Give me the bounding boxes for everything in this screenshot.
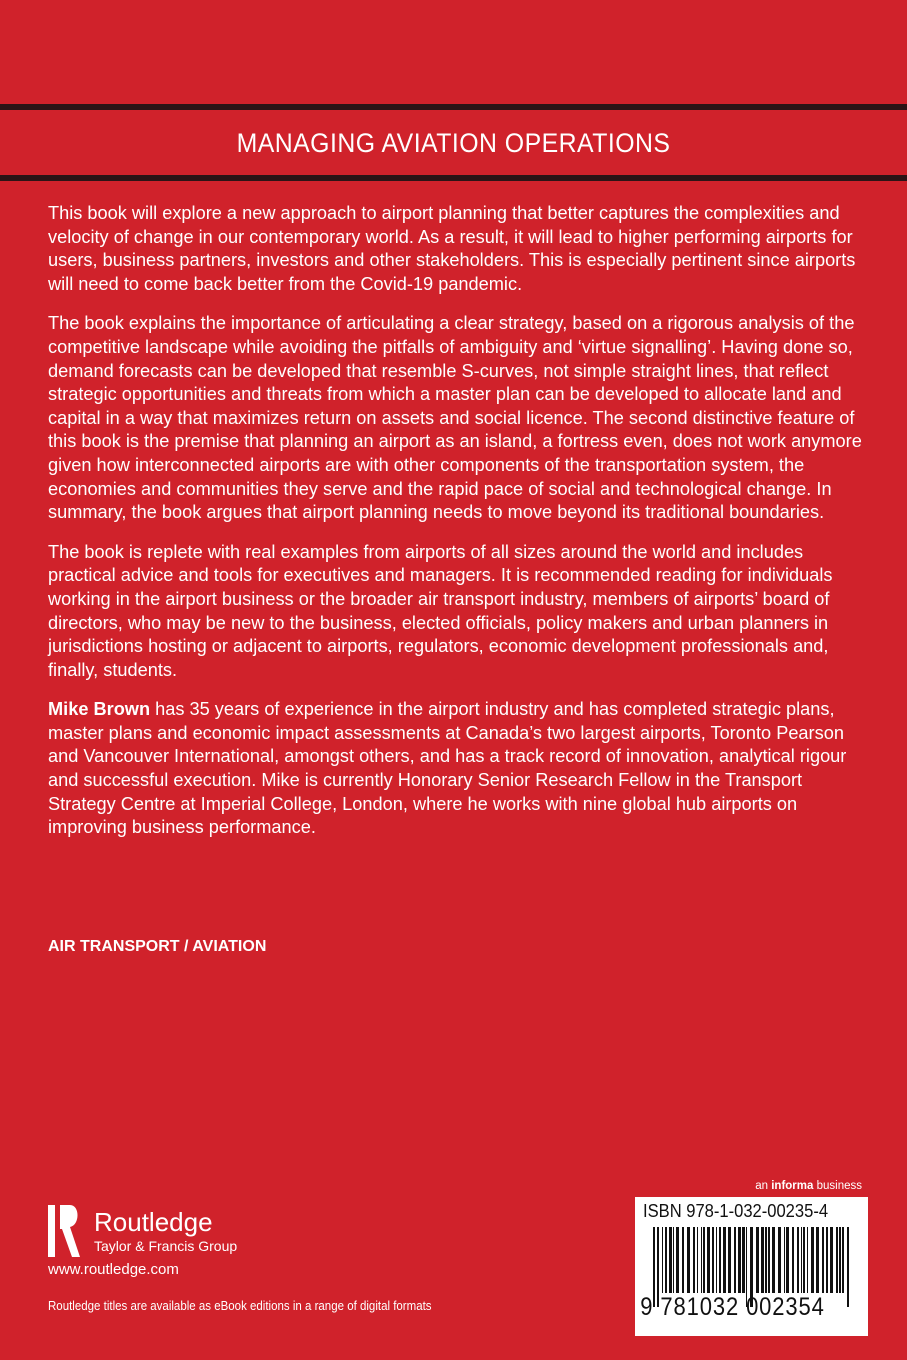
publisher-url[interactable]: www.routledge.com bbox=[48, 1261, 179, 1278]
author-bio bbox=[48, 698, 863, 840]
paragraph: This book will explore a new approach to airport planning that better captures the complexities and velocity of change in our contemporary world. As a result, it will lead to higher performing airports for users, business partners, investors and other stakeholders. This is especially pertinent since airports will need to come back better from the Covid-19 pandemic. bbox=[48, 203, 856, 294]
subject-category: AIR TRANSPORT / AVIATION bbox=[48, 938, 267, 955]
isbn-barcode-box bbox=[635, 1197, 868, 1336]
top-rule bbox=[0, 104, 907, 110]
publisher-name: Routledge bbox=[94, 1207, 213, 1237]
paragraph: The book is replete with real examples from airports of all sizes around the world and includes practical advice and tools for executives and managers. It is recommended reading for individuals working in the airport business or the broader air transport industry, members of airports’ board of directors, who may be new to the business, elected officials, policy makers and urban planners in jurisdictions hosting or adjacent to airports, regulators, economic development professionals and, finally, students. bbox=[48, 541, 833, 680]
isbn-label: ISBN 978-1-032-00235-4 bbox=[643, 1201, 829, 1221]
informa-suffix: business bbox=[813, 1180, 862, 1192]
ebook-note: Routledge titles are available as eBook editions in a range of digital formats bbox=[48, 1299, 432, 1313]
series-title: MANAGING AVIATION OPERATIONS bbox=[236, 128, 671, 158]
publisher-logo bbox=[48, 1203, 237, 1259]
routledge-r-icon bbox=[48, 1203, 82, 1259]
bottom-rule bbox=[0, 175, 907, 181]
blurb bbox=[48, 202, 863, 856]
paragraph: The book explains the importance of articulating a clear strategy, based on a rigorous analysis of the competitive landscape while avoiding the pitfalls of ambiguity and ‘virtue signalling’. Having done so, demand forecasts can be developed that resemble S-curves, not simple straight lines, that reflect strategic opportunities and threats from which a master plan can be developed to allocate land and capital in a way that maximizes return on assets and social licence. The second distinctive feature of this book is the premise that planning an airport as an island, a fortress even, does not work anymore given how interconnected airports are with other components of the transportation system, the economies and communities they serve and the rapid pace of social and technological change. In summary, the book argues that airport planning needs to move beyond its traditional boundaries. bbox=[48, 313, 862, 523]
informa-prefix: an bbox=[755, 1180, 772, 1192]
informa-tagline bbox=[755, 1180, 862, 1192]
author-name: Mike Brown bbox=[48, 699, 151, 720]
author-bio-text: has 35 years of experience in the airport industry and has completed strategic plans, master plans and economic impact assessments at Canada’s two largest airports, Toronto Pearson and Vancouver International, amongst others, and has a track record of innovation, analytical rigour and successful execution. Mike is currently Honorary Senior Research Fellow in the Transport Strategy Centre at Imperial College, London, where he works with nine global hub airports on improving business performance. bbox=[48, 699, 847, 838]
publisher-group: Taylor & Francis Group bbox=[94, 1238, 238, 1254]
barcode-digits: 9 781032 002354 bbox=[640, 1293, 825, 1321]
informa-brand: informa bbox=[771, 1180, 814, 1192]
